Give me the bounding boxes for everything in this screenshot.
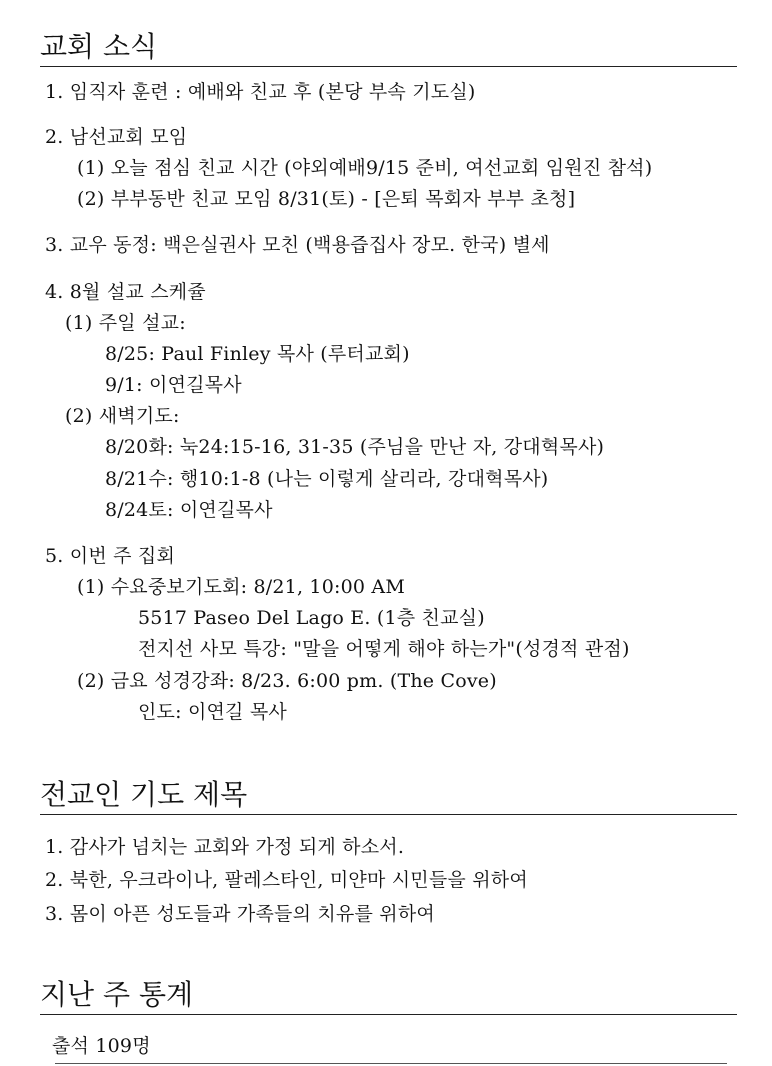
news-item-5: 5. 이번 주 집회 [45, 545, 176, 567]
sermon-schedule-entry: 8/25: Paul Finley 목사 (루터교회) [105, 343, 410, 365]
prayer-item: 2. 북한, 우크라이나, 팔레스타인, 미얀마 시민들을 위하여 [45, 869, 528, 891]
attendance-count: 출석 109명 [52, 1035, 151, 1057]
news-item-3: 3. 교우 동정: 백은실권사 모친 (백용즙집사 장모. 한국) 별세 [45, 234, 550, 256]
section-title-prayer-topics: 전교인 기도 제목 [40, 778, 737, 815]
prayer-item: 3. 몸이 아픈 성도들과 가족들의 치유를 위하여 [45, 903, 435, 925]
dawn-prayer-entry: 8/21수: 행10:1-8 (나는 이렇게 살리라, 강대혁목사) [105, 468, 549, 490]
section-title-church-news: 교회 소식 [40, 30, 737, 67]
lecture-leader: 인도: 이연길 목사 [138, 701, 287, 723]
news-item-2-sub-1: (1) 오늘 점심 친교 시간 (야외예배9/15 준비, 여선교회 임원진 참석) [77, 157, 653, 179]
dawn-prayer-entry: 8/24토: 이연길목사 [105, 499, 273, 521]
meeting-location: 5517 Paseo Del Lago E. (1층 친교실) [138, 607, 485, 629]
news-item-5-sub-1: (1) 수요중보기도회: 8/21, 10:00 AM [77, 576, 405, 598]
news-item-2: 2. 남선교회 모임 [45, 126, 188, 148]
stats-underline [55, 1063, 727, 1064]
news-item-4-sub-1: (1) 주일 설교: [65, 312, 186, 334]
news-item-1: 1. 임직자 훈련 : 예배와 친교 후 (본당 부속 기도실) [45, 81, 476, 103]
news-item-4: 4. 8월 설교 스케쥴 [45, 281, 206, 303]
section-title-last-week-stats: 지난 주 통계 [40, 978, 737, 1015]
sermon-schedule-entry: 9/1: 이연길목사 [105, 374, 242, 396]
news-item-2-sub-2: (2) 부부동반 친교 모임 8/31(토) - [은퇴 목회자 부부 초청] [77, 188, 576, 210]
dawn-prayer-entry: 8/20화: 눅24:15-16, 31-35 (주님을 만난 자, 강대혁목사) [105, 436, 605, 458]
news-item-4-sub-2: (2) 새벽기도: [65, 405, 180, 427]
news-item-5-sub-2: (2) 금요 성경강좌: 8/23. 6:00 pm. (The Cove) [77, 670, 497, 692]
special-lecture: 전지선 사모 특강: "말을 어떻게 해야 하는가"(성경적 관점) [138, 638, 630, 660]
prayer-item: 1. 감사가 넘치는 교회와 가정 되게 하소서. [45, 836, 405, 858]
